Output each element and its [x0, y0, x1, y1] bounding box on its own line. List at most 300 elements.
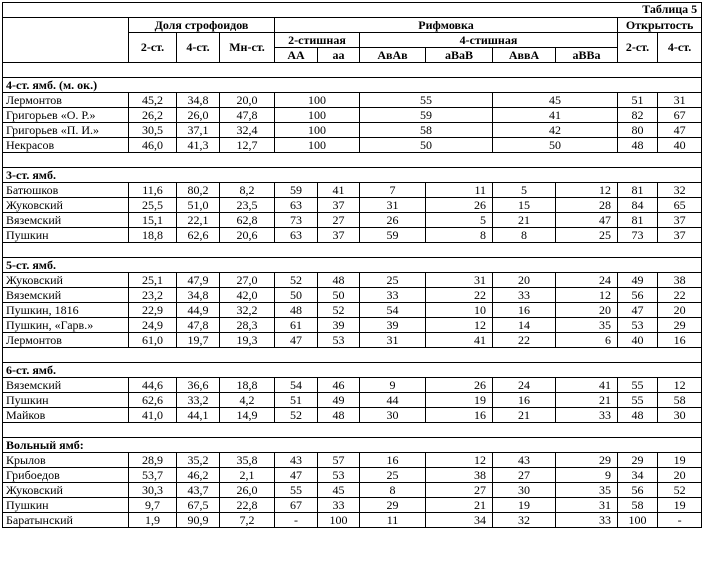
table-row	[3, 498, 702, 513]
share-2st-value: 9,7	[129, 498, 177, 513]
share-2st-value: 25,1	[129, 273, 177, 288]
openness-4st-value: 19	[658, 498, 702, 513]
section-header-row	[3, 78, 702, 93]
rhyme-AA-value: 63	[275, 198, 318, 213]
openness-4st-value: 22	[658, 288, 702, 303]
header-AA: АА	[275, 48, 318, 63]
section-label: 6-ст. ямб.	[3, 363, 702, 378]
share-2st-value: 53,7	[129, 468, 177, 483]
rhyme-aVaV-value: 31	[426, 273, 493, 288]
table-row	[3, 468, 702, 483]
two-line-total-value: 100	[275, 108, 360, 123]
poet-name: Вяземский	[3, 213, 129, 228]
table-row	[3, 513, 702, 528]
openness-4st-value: 37	[658, 213, 702, 228]
spacer-cell	[3, 153, 702, 168]
rhyme-aVaV-value: 26	[426, 198, 493, 213]
share-many-st-value: 14,9	[220, 408, 275, 423]
rhyme-AA-value: -	[275, 513, 318, 528]
openness-2st-value: 56	[618, 483, 658, 498]
section-label: 3-ст. ямб.	[3, 168, 702, 183]
title-row	[3, 3, 702, 18]
spacer-cell	[3, 423, 702, 438]
alternating-total-value: 58	[360, 123, 493, 138]
alternating-total-value: 59	[360, 108, 493, 123]
rhyme-aVaV-value: 11	[426, 183, 493, 198]
rhyme-AvAv-value: 25	[360, 468, 426, 483]
share-2st-value: 1,9	[129, 513, 177, 528]
spacer-cell	[3, 63, 702, 78]
share-4st-value: 44,9	[177, 303, 220, 318]
openness-2st-value: 73	[618, 228, 658, 243]
header-openness: Открытость	[618, 18, 702, 33]
section-header-row	[3, 258, 702, 273]
rhyme-aa-value: 53	[318, 333, 360, 348]
openness-2st-value: 29	[618, 453, 658, 468]
spacer-row	[3, 63, 702, 78]
rhyme-AA-value: 55	[275, 483, 318, 498]
rhyme-aVVa-value: 35	[556, 318, 618, 333]
share-2st-value: 45,2	[129, 93, 177, 108]
alternating-total-value: 50	[360, 138, 493, 153]
share-4st-value: 46,2	[177, 468, 220, 483]
share-2st-value: 28,9	[129, 453, 177, 468]
header-2st: 2-ст.	[129, 33, 177, 63]
rhyme-AvAv-value: 54	[360, 303, 426, 318]
openness-4st-value: 16	[658, 333, 702, 348]
rhyme-AA-value: 63	[275, 228, 318, 243]
rhyme-AvAv-value: 7	[360, 183, 426, 198]
rhyme-aVaV-value: 27	[426, 483, 493, 498]
poet-name: Лермонтов	[3, 333, 129, 348]
rhyme-AvAv-value: 59	[360, 228, 426, 243]
share-4st-value: 47,9	[177, 273, 220, 288]
rhyme-AA-value: 73	[275, 213, 318, 228]
share-4st-value: 34,8	[177, 93, 220, 108]
spacer-row	[3, 423, 702, 438]
share-4st-value: 44,1	[177, 408, 220, 423]
two-line-total-value: 100	[275, 123, 360, 138]
openness-2st-value: 47	[618, 303, 658, 318]
header-aVaV: аВаВ	[426, 48, 493, 63]
table-row	[3, 393, 702, 408]
share-4st-value: 34,8	[177, 288, 220, 303]
table-row	[3, 198, 702, 213]
rhyme-aVVa-value: 29	[556, 453, 618, 468]
poet-name: Пушкин	[3, 228, 129, 243]
openness-2st-value: 40	[618, 333, 658, 348]
rhyme-AvvA-value: 21	[493, 408, 556, 423]
rhyme-AvAv-value: 31	[360, 198, 426, 213]
table-row	[3, 123, 702, 138]
rhyme-AvAv-value: 26	[360, 213, 426, 228]
openness-4st-value: 29	[658, 318, 702, 333]
rhyme-AvAv-value: 29	[360, 498, 426, 513]
openness-2st-value: 49	[618, 273, 658, 288]
rhyme-aa-value: 52	[318, 303, 360, 318]
rhyme-aa-value: 33	[318, 498, 360, 513]
share-2st-value: 18,8	[129, 228, 177, 243]
rhyme-aVaV-value: 16	[426, 408, 493, 423]
section-header-row	[3, 363, 702, 378]
openness-4st-value: 40	[658, 138, 702, 153]
rhyme-aa-value: 100	[318, 513, 360, 528]
share-2st-value: 46,0	[129, 138, 177, 153]
share-4st-value: 62,6	[177, 228, 220, 243]
openness-4st-value: 37	[658, 228, 702, 243]
header-row-1	[3, 18, 702, 33]
share-many-st-value: 27,0	[220, 273, 275, 288]
rhyme-aa-value: 39	[318, 318, 360, 333]
rhyme-AA-value: 59	[275, 183, 318, 198]
rhyme-aVVa-value: 20	[556, 303, 618, 318]
openness-2st-value: 48	[618, 408, 658, 423]
spacer-cell	[3, 348, 702, 363]
poet-name: Жуковский	[3, 273, 129, 288]
section-label: 4-ст. ямб. (м. ок.)	[3, 78, 702, 93]
share-many-st-value: 35,8	[220, 453, 275, 468]
rhyme-aa-value: 27	[318, 213, 360, 228]
share-many-st-value: 19,3	[220, 333, 275, 348]
rhyme-aVaV-value: 22	[426, 288, 493, 303]
rhyme-aVVa-value: 47	[556, 213, 618, 228]
rhyme-aa-value: 45	[318, 483, 360, 498]
openness-2st-value: 53	[618, 318, 658, 333]
data-table	[2, 2, 702, 528]
poet-name: Пушкин, «Гарв.»	[3, 318, 129, 333]
share-many-st-value: 26,0	[220, 483, 275, 498]
rhyme-aVaV-value: 12	[426, 318, 493, 333]
section-label: Вольный ямб:	[3, 438, 702, 453]
openness-4st-value: 65	[658, 198, 702, 213]
openness-4st-value: 20	[658, 468, 702, 483]
openness-2st-value: 81	[618, 213, 658, 228]
openness-4st-value: 30	[658, 408, 702, 423]
rhyme-AvAv-value: 16	[360, 453, 426, 468]
poet-name: Жуковский	[3, 483, 129, 498]
share-many-st-value: 23,5	[220, 198, 275, 213]
poet-name: Вяземский	[3, 288, 129, 303]
rhyme-AvvA-value: 8	[493, 228, 556, 243]
table-row	[3, 453, 702, 468]
rhyme-aVVa-value: 35	[556, 483, 618, 498]
rhyme-AvAv-value: 9	[360, 378, 426, 393]
rhyme-AA-value: 52	[275, 273, 318, 288]
share-2st-value: 30,5	[129, 123, 177, 138]
share-2st-value: 11,6	[129, 183, 177, 198]
share-many-st-value: 32,4	[220, 123, 275, 138]
rhyme-aVVa-value: 33	[556, 408, 618, 423]
poet-name: Батюшков	[3, 183, 129, 198]
table-row	[3, 228, 702, 243]
rhyme-aVVa-value: 12	[556, 183, 618, 198]
rhyme-aVVa-value: 9	[556, 468, 618, 483]
rhyme-AvvA-value: 30	[493, 483, 556, 498]
table-row	[3, 288, 702, 303]
rhyme-AvAv-value: 44	[360, 393, 426, 408]
rhyme-AvAv-value: 11	[360, 513, 426, 528]
share-2st-value: 30,3	[129, 483, 177, 498]
openness-2st-value: 34	[618, 468, 658, 483]
rhyme-AA-value: 54	[275, 378, 318, 393]
openness-4st-value: 31	[658, 93, 702, 108]
rhyme-AA-value: 61	[275, 318, 318, 333]
rhyme-AA-value: 47	[275, 333, 318, 348]
share-2st-value: 15,1	[129, 213, 177, 228]
openness-4st-value: -	[658, 513, 702, 528]
openness-4st-value: 12	[658, 378, 702, 393]
share-2st-value: 25,5	[129, 198, 177, 213]
header-corner	[3, 18, 129, 63]
table-row	[3, 183, 702, 198]
table-row	[3, 303, 702, 318]
share-2st-value: 23,2	[129, 288, 177, 303]
share-many-st-value: 2,1	[220, 468, 275, 483]
rhyme-aVVa-value: 25	[556, 228, 618, 243]
share-4st-value: 47,8	[177, 318, 220, 333]
rhyme-aVVa-value: 6	[556, 333, 618, 348]
enclosing-total-value: 41	[493, 108, 618, 123]
rhyme-aa-value: 37	[318, 198, 360, 213]
share-many-st-value: 47,8	[220, 108, 275, 123]
rhyme-aVVa-value: 21	[556, 393, 618, 408]
rhyme-AvAv-value: 31	[360, 333, 426, 348]
openness-2st-value: 58	[618, 498, 658, 513]
rhyme-AvvA-value: 21	[493, 213, 556, 228]
table-title: Таблица 5	[3, 3, 702, 18]
openness-4st-value: 47	[658, 123, 702, 138]
poet-name: Вяземский	[3, 378, 129, 393]
rhyme-AA-value: 52	[275, 408, 318, 423]
poet-name: Майков	[3, 408, 129, 423]
rhyme-AvvA-value: 27	[493, 468, 556, 483]
share-many-st-value: 7,2	[220, 513, 275, 528]
two-line-total-value: 100	[275, 93, 360, 108]
header-many-st: Мн-ст.	[220, 33, 275, 63]
share-many-st-value: 28,3	[220, 318, 275, 333]
rhyme-AvvA-value: 43	[493, 453, 556, 468]
table-row	[3, 138, 702, 153]
openness-2st-value: 56	[618, 288, 658, 303]
poet-name: Лермонтов	[3, 93, 129, 108]
table-row	[3, 273, 702, 288]
openness-4st-value: 20	[658, 303, 702, 318]
share-4st-value: 19,7	[177, 333, 220, 348]
rhyme-AvAv-value: 8	[360, 483, 426, 498]
rhyme-aVaV-value: 34	[426, 513, 493, 528]
poet-name: Некрасов	[3, 138, 129, 153]
rhyme-aVVa-value: 33	[556, 513, 618, 528]
rhyme-AvvA-value: 19	[493, 498, 556, 513]
openness-2st-value: 84	[618, 198, 658, 213]
share-2st-value: 41,0	[129, 408, 177, 423]
rhyme-AvvA-value: 22	[493, 333, 556, 348]
share-many-st-value: 42,0	[220, 288, 275, 303]
share-many-st-value: 20,0	[220, 93, 275, 108]
share-4st-value: 80,2	[177, 183, 220, 198]
rhyme-AvAv-value: 39	[360, 318, 426, 333]
poet-name: Жуковский	[3, 198, 129, 213]
header-strophoid-share: Доля строфоидов	[129, 18, 275, 33]
share-many-st-value: 8,2	[220, 183, 275, 198]
section-label: 5-ст. ямб.	[3, 258, 702, 273]
share-2st-value: 22,9	[129, 303, 177, 318]
table-row	[3, 318, 702, 333]
share-2st-value: 61,0	[129, 333, 177, 348]
rhyme-AvvA-value: 16	[493, 393, 556, 408]
poet-name: Крылов	[3, 453, 129, 468]
openness-2st-value: 48	[618, 138, 658, 153]
rhyme-AvAv-value: 25	[360, 273, 426, 288]
table-row	[3, 483, 702, 498]
rhyme-AvvA-value: 5	[493, 183, 556, 198]
rhyme-AA-value: 50	[275, 288, 318, 303]
share-4st-value: 26,0	[177, 108, 220, 123]
rhyme-aa-value: 53	[318, 468, 360, 483]
openness-4st-value: 19	[658, 453, 702, 468]
enclosing-total-value: 50	[493, 138, 618, 153]
spacer-row	[3, 153, 702, 168]
poet-name: Баратынский	[3, 513, 129, 528]
rhyme-AvvA-value: 20	[493, 273, 556, 288]
rhyme-AvvA-value: 32	[493, 513, 556, 528]
openness-2st-value: 81	[618, 183, 658, 198]
rhyme-aVaV-value: 5	[426, 213, 493, 228]
rhyme-aVaV-value: 10	[426, 303, 493, 318]
share-2st-value: 24,9	[129, 318, 177, 333]
rhyme-aa-value: 48	[318, 273, 360, 288]
rhyme-aVaV-value: 19	[426, 393, 493, 408]
share-2st-value: 62,6	[129, 393, 177, 408]
rhyme-aa-value: 49	[318, 393, 360, 408]
share-many-st-value: 62,8	[220, 213, 275, 228]
table-row	[3, 213, 702, 228]
header-open-4st: 4-ст.	[658, 33, 702, 63]
header-open-2st: 2-ст.	[618, 33, 658, 63]
header-aVVa: аВВа	[556, 48, 618, 63]
rhyme-AvvA-value: 14	[493, 318, 556, 333]
alternating-total-value: 55	[360, 93, 493, 108]
rhyme-AvvA-value: 15	[493, 198, 556, 213]
rhyme-aVVa-value: 31	[556, 498, 618, 513]
share-4st-value: 33,2	[177, 393, 220, 408]
share-4st-value: 51,0	[177, 198, 220, 213]
poet-name: Пушкин, 1816	[3, 303, 129, 318]
share-4st-value: 22,1	[177, 213, 220, 228]
header-four-line: 4-стишная	[360, 33, 618, 48]
poet-name: Григорьев «П. И.»	[3, 123, 129, 138]
share-4st-value: 67,5	[177, 498, 220, 513]
page	[2, 2, 698, 560]
poet-name: Григорьев «О. Р.»	[3, 108, 129, 123]
section-header-row	[3, 438, 702, 453]
enclosing-total-value: 45	[493, 93, 618, 108]
table-row	[3, 108, 702, 123]
spacer-row	[3, 243, 702, 258]
table-row	[3, 408, 702, 423]
rhyme-aVVa-value: 24	[556, 273, 618, 288]
rhyme-AA-value: 48	[275, 303, 318, 318]
header-two-line: 2-стишная	[275, 33, 360, 48]
rhyme-AvvA-value: 33	[493, 288, 556, 303]
rhyme-aa-value: 48	[318, 408, 360, 423]
share-4st-value: 43,7	[177, 483, 220, 498]
section-header-row	[3, 168, 702, 183]
openness-2st-value: 100	[618, 513, 658, 528]
rhyme-aVaV-value: 38	[426, 468, 493, 483]
rhyme-aa-value: 37	[318, 228, 360, 243]
table-row	[3, 378, 702, 393]
spacer-row	[3, 348, 702, 363]
openness-4st-value: 52	[658, 483, 702, 498]
poet-name: Грибоедов	[3, 468, 129, 483]
openness-2st-value: 80	[618, 123, 658, 138]
rhyme-aa-value: 41	[318, 183, 360, 198]
openness-4st-value: 32	[658, 183, 702, 198]
rhyme-aVVa-value: 12	[556, 288, 618, 303]
table-row	[3, 333, 702, 348]
rhyme-aVaV-value: 41	[426, 333, 493, 348]
share-2st-value: 44,6	[129, 378, 177, 393]
enclosing-total-value: 42	[493, 123, 618, 138]
share-many-st-value: 4,2	[220, 393, 275, 408]
share-many-st-value: 12,7	[220, 138, 275, 153]
header-AvAv: АвАв	[360, 48, 426, 63]
rhyme-AA-value: 51	[275, 393, 318, 408]
rhyme-aVaV-value: 8	[426, 228, 493, 243]
rhyme-aVaV-value: 21	[426, 498, 493, 513]
openness-2st-value: 55	[618, 378, 658, 393]
share-4st-value: 35,2	[177, 453, 220, 468]
openness-4st-value: 58	[658, 393, 702, 408]
rhyme-AvAv-value: 30	[360, 408, 426, 423]
share-4st-value: 37,1	[177, 123, 220, 138]
rhyme-aa-value: 50	[318, 288, 360, 303]
rhyme-AA-value: 67	[275, 498, 318, 513]
header-AvvA: АввА	[493, 48, 556, 63]
spacer-cell	[3, 243, 702, 258]
share-2st-value: 26,2	[129, 108, 177, 123]
header-rhyme: Рифмовка	[275, 18, 618, 33]
openness-2st-value: 82	[618, 108, 658, 123]
openness-4st-value: 38	[658, 273, 702, 288]
header-aa: аа	[318, 48, 360, 63]
share-4st-value: 36,6	[177, 378, 220, 393]
openness-4st-value: 67	[658, 108, 702, 123]
share-many-st-value: 22,8	[220, 498, 275, 513]
share-4st-value: 90,9	[177, 513, 220, 528]
rhyme-AvvA-value: 16	[493, 303, 556, 318]
rhyme-aVVa-value: 41	[556, 378, 618, 393]
share-many-st-value: 18,8	[220, 378, 275, 393]
rhyme-aa-value: 57	[318, 453, 360, 468]
rhyme-AvAv-value: 33	[360, 288, 426, 303]
header-4st: 4-ст.	[177, 33, 220, 63]
poet-name: Пушкин	[3, 498, 129, 513]
rhyme-aVaV-value: 12	[426, 453, 493, 468]
rhyme-aa-value: 46	[318, 378, 360, 393]
poet-name: Пушкин	[3, 393, 129, 408]
rhyme-AA-value: 43	[275, 453, 318, 468]
share-4st-value: 41,3	[177, 138, 220, 153]
rhyme-AA-value: 47	[275, 468, 318, 483]
openness-2st-value: 55	[618, 393, 658, 408]
two-line-total-value: 100	[275, 138, 360, 153]
openness-2st-value: 51	[618, 93, 658, 108]
rhyme-aVaV-value: 26	[426, 378, 493, 393]
rhyme-AvvA-value: 24	[493, 378, 556, 393]
share-many-st-value: 32,2	[220, 303, 275, 318]
